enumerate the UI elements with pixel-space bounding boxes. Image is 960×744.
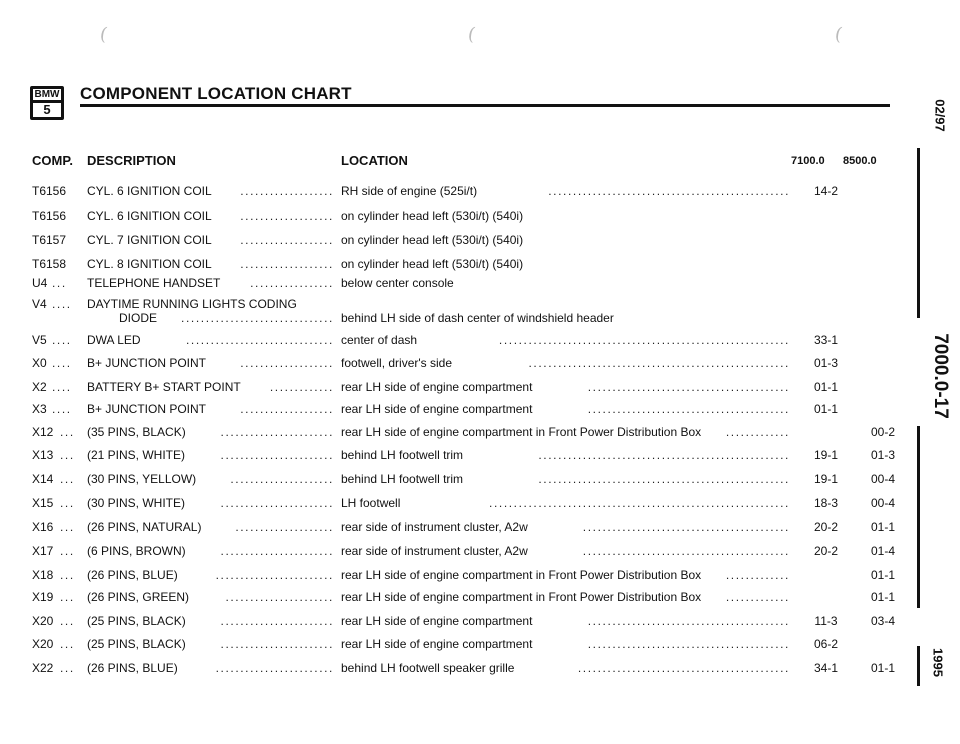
side-bar-mid — [917, 426, 920, 608]
component-description: (25 PINS, BLACK) — [87, 614, 186, 628]
ref-8500: 01-1 — [870, 661, 896, 675]
component-location: rear LH side of engine compartment in Front Power Distribution Box — [341, 590, 702, 604]
component-location: center of dash — [341, 333, 418, 347]
component-code: X14 — [32, 472, 54, 486]
title-rule — [80, 104, 890, 107]
component-description: CYL. 7 IGNITION COIL — [87, 233, 212, 247]
description-leader-dots: ................... — [240, 184, 334, 198]
comp-leader-dots: ... — [60, 448, 75, 462]
component-location: behind LH footwell trim — [341, 472, 464, 486]
component-code: X13 — [32, 448, 54, 462]
ref-8500: 01-3 — [870, 448, 896, 462]
page-title: COMPONENT LOCATION CHART — [80, 84, 352, 103]
ref-7100: 06-2 — [813, 637, 839, 651]
column-header-8500: 8500.0 — [843, 155, 877, 167]
component-location: RH side of engine (525i/t) — [341, 184, 478, 198]
component-description: (21 PINS, WHITE) — [87, 448, 186, 462]
column-header-location: LOCATION — [341, 153, 408, 168]
comp-leader-dots: ... — [60, 544, 75, 558]
component-description: BATTERY B+ START POINT — [87, 380, 241, 394]
component-description: B+ JUNCTION POINT — [87, 402, 207, 416]
comp-leader-dots: .... — [52, 297, 72, 311]
component-code: X3 — [32, 402, 47, 416]
component-description: (26 PINS, BLUE) — [87, 568, 178, 582]
description-leader-dots: ........................ — [215, 661, 334, 675]
comp-leader-dots: ... — [60, 590, 75, 604]
description-leader-dots: ............. — [269, 380, 334, 394]
table-row — [0, 233, 900, 251]
component-location: rear side of instrument cluster, A2w — [341, 520, 528, 534]
ref-8500: 01-4 — [870, 544, 896, 558]
table-row — [0, 661, 900, 679]
table-row — [0, 637, 900, 655]
component-description: CYL. 6 IGNITION COIL — [87, 209, 212, 223]
comp-leader-dots: ... — [60, 496, 75, 510]
scan-mark: ( — [466, 23, 477, 46]
description-leader-dots: ....................... — [220, 425, 334, 439]
ref-7100: 18-3 — [813, 496, 839, 510]
component-description: (26 PINS, GREEN) — [87, 590, 190, 604]
location-leader-dots: ................................................... — [538, 472, 790, 486]
description-leader-dots: ....................... — [220, 544, 334, 558]
location-leader-dots: ............. — [725, 568, 790, 582]
location-leader-dots: ............. — [725, 425, 790, 439]
component-location: rear LH side of engine compartment — [341, 380, 533, 394]
logo-bottom-text: 5 — [33, 103, 61, 117]
location-leader-dots: ............. — [725, 590, 790, 604]
comp-leader-dots: .... — [52, 380, 72, 394]
bmw-5-logo — [30, 86, 64, 120]
component-code: X18 — [32, 568, 54, 582]
comp-leader-dots: ... — [60, 520, 75, 534]
component-code: X12 — [32, 425, 54, 439]
component-description: (26 PINS, BLUE) — [87, 661, 178, 675]
comp-leader-dots: ... — [60, 661, 75, 675]
component-description: DAYTIME RUNNING LIGHTS CODING — [87, 297, 297, 311]
component-location: behind LH footwell trim — [341, 448, 464, 462]
description-leader-dots: ................. — [250, 276, 334, 290]
ref-7100: 01-1 — [813, 380, 839, 394]
description-leader-dots: ................... — [240, 356, 334, 370]
ref-7100: 19-1 — [813, 472, 839, 486]
location-leader-dots: ........................................... — [577, 661, 790, 675]
location-leader-dots: ......................................... — [587, 614, 790, 628]
ref-8500: 03-4 — [870, 614, 896, 628]
component-description: (25 PINS, BLACK) — [87, 637, 186, 651]
ref-7100: 14-2 — [813, 184, 839, 198]
table-row — [0, 448, 900, 466]
component-location: rear LH side of engine compartment in Front Power Distribution Box — [341, 425, 702, 439]
table-row — [0, 257, 900, 275]
ref-7100: 34-1 — [813, 661, 839, 675]
table-row — [0, 402, 900, 420]
table-row — [0, 184, 900, 202]
logo-top-text: BMW — [34, 89, 60, 100]
comp-leader-dots: ... — [60, 637, 75, 651]
comp-leader-dots: ... — [60, 472, 75, 486]
component-code: X20 — [32, 614, 54, 628]
description-leader-dots: .................... — [235, 520, 334, 534]
location-leader-dots: ............................................................. — [489, 496, 790, 510]
component-location: behind LH side of dash center of windshield header — [341, 311, 614, 325]
comp-leader-dots: .... — [52, 356, 72, 370]
component-description: DIODE — [119, 311, 158, 325]
ref-8500: 00-2 — [870, 425, 896, 439]
side-page-number: 7000.0-17 — [930, 333, 951, 419]
ref-7100: 01-1 — [813, 402, 839, 416]
table-row — [0, 356, 900, 374]
component-location: rear LH side of engine compartment — [341, 614, 533, 628]
table-row — [0, 496, 900, 514]
table-row — [0, 472, 900, 490]
ref-7100: 11-3 — [814, 614, 838, 628]
location-leader-dots: ..................................................... — [528, 356, 790, 370]
comp-leader-dots: ... — [52, 276, 67, 290]
table-row — [0, 590, 900, 608]
side-bar-bottom — [917, 646, 920, 686]
description-leader-dots: ........................ — [215, 568, 334, 582]
comp-leader-dots: .... — [52, 333, 72, 347]
component-description: (26 PINS, NATURAL) — [87, 520, 202, 534]
description-leader-dots: ................... — [240, 209, 334, 223]
component-code: U4 — [32, 276, 48, 290]
scan-mark: ( — [98, 23, 109, 46]
component-location: footwell, driver's side — [341, 356, 452, 370]
table-row — [0, 520, 900, 538]
column-header-7100: 7100.0 — [791, 155, 825, 167]
component-description: (30 PINS, WHITE) — [87, 496, 186, 510]
ref-7100: 01-3 — [813, 356, 839, 370]
description-leader-dots: ....................... — [220, 496, 334, 510]
description-leader-dots: ....................... — [220, 614, 334, 628]
component-code: X17 — [32, 544, 54, 558]
component-code: V4 — [32, 297, 47, 311]
description-leader-dots: ....................... — [220, 448, 334, 462]
location-leader-dots: .......................................... — [582, 520, 790, 534]
table-row — [0, 311, 900, 329]
table-row — [0, 276, 900, 294]
table-row — [0, 209, 900, 227]
component-location: rear LH side of engine compartment — [341, 402, 533, 416]
description-leader-dots: ....................... — [220, 637, 334, 651]
component-code: X20 — [32, 637, 54, 651]
component-code: X2 — [32, 380, 47, 394]
component-location: rear side of instrument cluster, A2w — [341, 544, 528, 558]
description-leader-dots: ................... — [240, 402, 334, 416]
component-code: T6157 — [32, 233, 67, 247]
component-description: (6 PINS, BROWN) — [87, 544, 186, 558]
component-code: T6156 — [32, 209, 67, 223]
component-location: rear LH side of engine compartment — [341, 637, 533, 651]
ref-8500: 00-4 — [870, 472, 896, 486]
description-leader-dots: ................... — [240, 233, 334, 247]
comp-leader-dots: ... — [60, 568, 75, 582]
component-code: X16 — [32, 520, 54, 534]
component-location: LH footwell — [341, 496, 401, 510]
component-description: (35 PINS, BLACK) — [87, 425, 186, 439]
component-code: T6156 — [32, 184, 67, 198]
location-leader-dots: ........................................................... — [498, 333, 790, 347]
location-leader-dots: ......................................... — [587, 402, 790, 416]
component-code: V5 — [32, 333, 47, 347]
component-location: on cylinder head left (530i/t) (540i) — [341, 233, 524, 247]
location-leader-dots: ......................................... — [587, 380, 790, 394]
component-description: DWA LED — [87, 333, 141, 347]
component-code: X19 — [32, 590, 54, 604]
location-leader-dots: ................................................... — [538, 448, 790, 462]
ref-8500: 01-1 — [870, 568, 896, 582]
component-location: behind LH footwell speaker grille — [341, 661, 515, 675]
side-bar-top — [917, 148, 920, 318]
side-date: 02/97 — [932, 99, 948, 132]
table-row — [0, 568, 900, 586]
column-header-comp: COMP. — [32, 153, 73, 168]
ref-7100: 33-1 — [813, 333, 839, 347]
ref-7100: 20-2 — [813, 520, 839, 534]
component-code: X0 — [32, 356, 47, 370]
side-year: 1995 — [930, 648, 946, 677]
component-description: B+ JUNCTION POINT — [87, 356, 207, 370]
ref-8500: 00-4 — [870, 496, 896, 510]
comp-leader-dots: ... — [60, 614, 75, 628]
location-leader-dots: ................................................. — [548, 184, 790, 198]
ref-8500: 01-1 — [870, 520, 896, 534]
ref-8500: 01-1 — [870, 590, 896, 604]
table-row — [0, 333, 900, 351]
comp-leader-dots: ... — [60, 425, 75, 439]
description-leader-dots: ............................... — [181, 311, 334, 325]
location-leader-dots: .......................................... — [582, 544, 790, 558]
table-row — [0, 425, 900, 443]
column-header-description: DESCRIPTION — [87, 153, 176, 168]
description-leader-dots: .............................. — [185, 333, 334, 347]
ref-7100: 20-2 — [813, 544, 839, 558]
table-row — [0, 380, 900, 398]
table-row — [0, 614, 900, 632]
component-location: on cylinder head left (530i/t) (540i) — [341, 257, 524, 271]
ref-7100: 19-1 — [813, 448, 839, 462]
component-description: CYL. 8 IGNITION COIL — [87, 257, 212, 271]
component-location: below center console — [341, 276, 454, 290]
component-code: X15 — [32, 496, 54, 510]
component-description: TELEPHONE HANDSET — [87, 276, 221, 290]
component-code: X22 — [32, 661, 54, 675]
comp-leader-dots: .... — [52, 402, 72, 416]
table-row — [0, 544, 900, 562]
component-location: rear LH side of engine compartment in Front Power Distribution Box — [341, 568, 702, 582]
description-leader-dots: ...................... — [225, 590, 334, 604]
description-leader-dots: ..................... — [230, 472, 334, 486]
component-location: on cylinder head left (530i/t) (540i) — [341, 209, 524, 223]
description-leader-dots: ................... — [240, 257, 334, 271]
location-leader-dots: ......................................... — [587, 637, 790, 651]
scan-mark: ( — [833, 23, 844, 46]
component-code: T6158 — [32, 257, 67, 271]
component-description: (30 PINS, YELLOW) — [87, 472, 197, 486]
component-description: CYL. 6 IGNITION COIL — [87, 184, 212, 198]
